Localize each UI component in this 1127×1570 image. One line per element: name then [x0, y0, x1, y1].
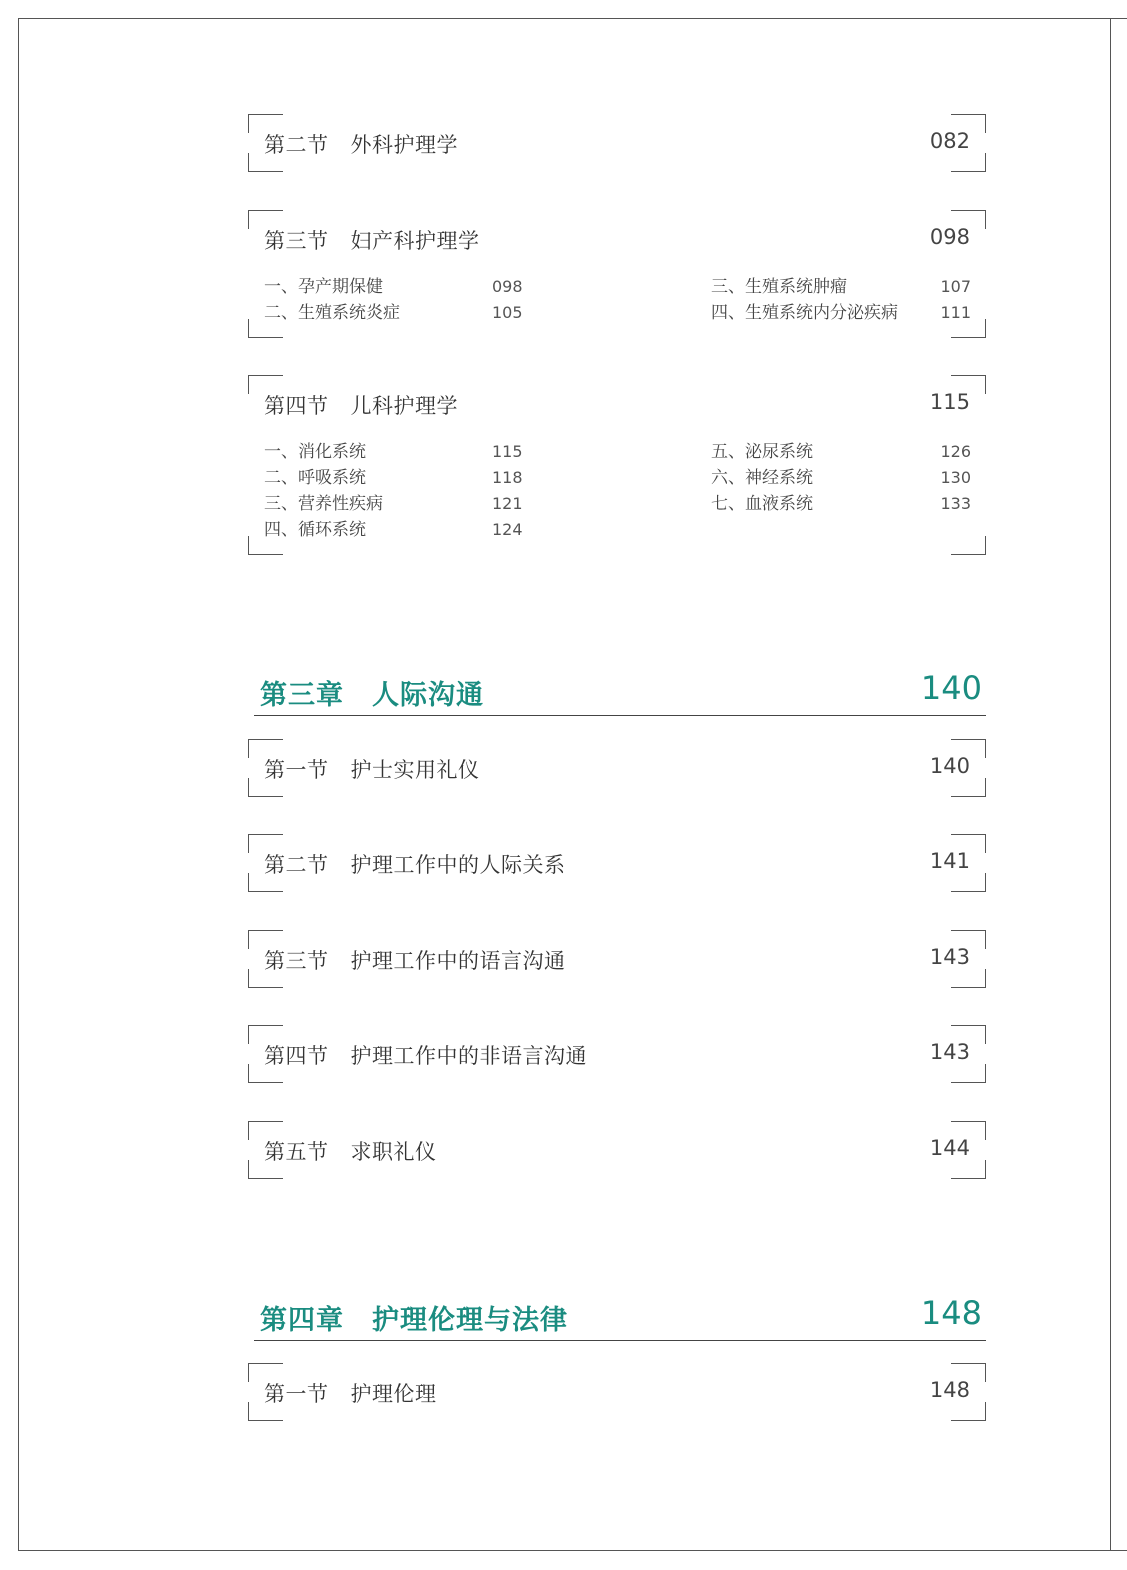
section-title: [264, 1378, 437, 1408]
toc-section-block[interactable]: [248, 1121, 986, 1179]
section-number: 第一节: [264, 1382, 329, 1406]
bracket-corner-br: [951, 778, 986, 797]
section-name: 护理伦理: [350, 1382, 437, 1406]
subsection-item[interactable]: [711, 491, 971, 517]
subsection-page: 105: [492, 303, 523, 322]
subsection-page: 124: [492, 520, 523, 539]
toc-section-block[interactable]: [248, 1363, 986, 1421]
section-name: 护理工作中的非语言沟通: [350, 1044, 587, 1068]
subsection-label: 一、消化系统: [264, 442, 366, 462]
section-name: 求职礼仪: [350, 1140, 437, 1164]
bracket-corner-br: [951, 153, 986, 172]
subsection-page: 115: [492, 442, 523, 461]
subsection-page: 133: [940, 494, 971, 513]
subsection-item[interactable]: [264, 274, 604, 300]
section-number: 第二节: [264, 853, 329, 877]
subsection-label: 五、泌尿系统: [711, 442, 813, 462]
subsection-page: 121: [492, 494, 523, 513]
toc-section-block[interactable]: [248, 114, 986, 172]
chapter-heading[interactable]: [254, 669, 986, 716]
subsection-label: 七、血液系统: [711, 494, 813, 514]
subsection-label: 二、呼吸系统: [264, 468, 366, 488]
section-title: [264, 849, 566, 879]
subsection-label: 二、生殖系统炎症: [264, 303, 400, 323]
bracket-corner-br: [951, 1160, 986, 1179]
bracket-corner-br: [951, 536, 986, 555]
section-page-number: 115: [929, 390, 970, 414]
subsection-page: 098: [492, 277, 523, 296]
subsection-label: 四、循环系统: [264, 520, 366, 540]
toc-section-block[interactable]: [248, 210, 986, 338]
section-number: 第二节: [264, 133, 329, 157]
subsection-page: 111: [940, 303, 971, 322]
chapter-page-number: 148: [920, 1294, 982, 1332]
section-title: [264, 754, 480, 784]
section-number: 第五节: [264, 1140, 329, 1164]
chapter-heading[interactable]: [254, 1294, 986, 1341]
subsection-page: 107: [940, 277, 971, 296]
section-page-number: 141: [929, 849, 970, 873]
chapter-name: 人际沟通: [372, 680, 484, 711]
section-name: 护理工作中的语言沟通: [350, 949, 566, 973]
section-name: 护士实用礼仪: [350, 758, 480, 782]
section-title: [264, 945, 566, 975]
section-title: [264, 1040, 587, 1070]
section-title: [264, 1136, 437, 1166]
chapter-title: [260, 673, 484, 712]
bracket-corner-br: [951, 969, 986, 988]
subsection-item[interactable]: [264, 465, 604, 491]
toc-section-block[interactable]: [248, 739, 986, 797]
subsection-label: 四、生殖系统内分泌疾病: [711, 303, 898, 323]
subsection-label: 三、生殖系统肿瘤: [711, 277, 847, 297]
subsection-item[interactable]: [264, 491, 604, 517]
section-page-number: 143: [929, 1040, 970, 1064]
section-page-number: 098: [929, 225, 970, 249]
chapter-number: 第四章: [260, 1305, 344, 1336]
bracket-corner-br: [951, 1064, 986, 1083]
section-name: 儿科护理学: [350, 394, 458, 418]
chapter-number: 第三章: [260, 680, 344, 711]
section-number: 第四节: [264, 394, 329, 418]
subsection-page: 130: [940, 468, 971, 487]
section-page-number: 082: [929, 129, 970, 153]
toc-section-block[interactable]: [248, 1025, 986, 1083]
section-name: 护理工作中的人际关系: [350, 853, 566, 877]
toc-section-block[interactable]: [248, 834, 986, 892]
toc-section-block[interactable]: [248, 375, 986, 555]
chapter-name: 护理伦理与法律: [372, 1305, 568, 1336]
section-name: 外科护理学: [350, 133, 458, 157]
subsection-item[interactable]: [264, 439, 604, 465]
page-spine-line: [1110, 18, 1111, 1551]
subsection-item[interactable]: [711, 300, 971, 326]
subsection-item[interactable]: [264, 300, 604, 326]
section-number: 第一节: [264, 758, 329, 782]
section-title: [264, 390, 458, 420]
section-title: [264, 225, 480, 255]
chapter-title: [260, 1298, 568, 1337]
section-title: [264, 129, 458, 159]
section-page-number: 144: [929, 1136, 970, 1160]
bracket-corner-br: [951, 1402, 986, 1421]
section-page-number: 148: [929, 1378, 970, 1402]
subsection-item[interactable]: [711, 439, 971, 465]
subsection-label: 三、营养性疾病: [264, 494, 383, 514]
subsection-item[interactable]: [264, 517, 604, 543]
subsection-page: 118: [492, 468, 523, 487]
subsection-label: 一、孕产期保健: [264, 277, 383, 297]
subsection-label: 六、神经系统: [711, 468, 813, 488]
section-page-number: 143: [929, 945, 970, 969]
section-number: 第三节: [264, 229, 329, 253]
section-name: 妇产科护理学: [350, 229, 480, 253]
section-number: 第四节: [264, 1044, 329, 1068]
toc-section-block[interactable]: [248, 930, 986, 988]
subsection-item[interactable]: [711, 465, 971, 491]
bracket-corner-br: [951, 873, 986, 892]
chapter-page-number: 140: [920, 669, 982, 707]
subsection-page: 126: [940, 442, 971, 461]
subsection-item[interactable]: [711, 274, 971, 300]
section-number: 第三节: [264, 949, 329, 973]
section-page-number: 140: [929, 754, 970, 778]
